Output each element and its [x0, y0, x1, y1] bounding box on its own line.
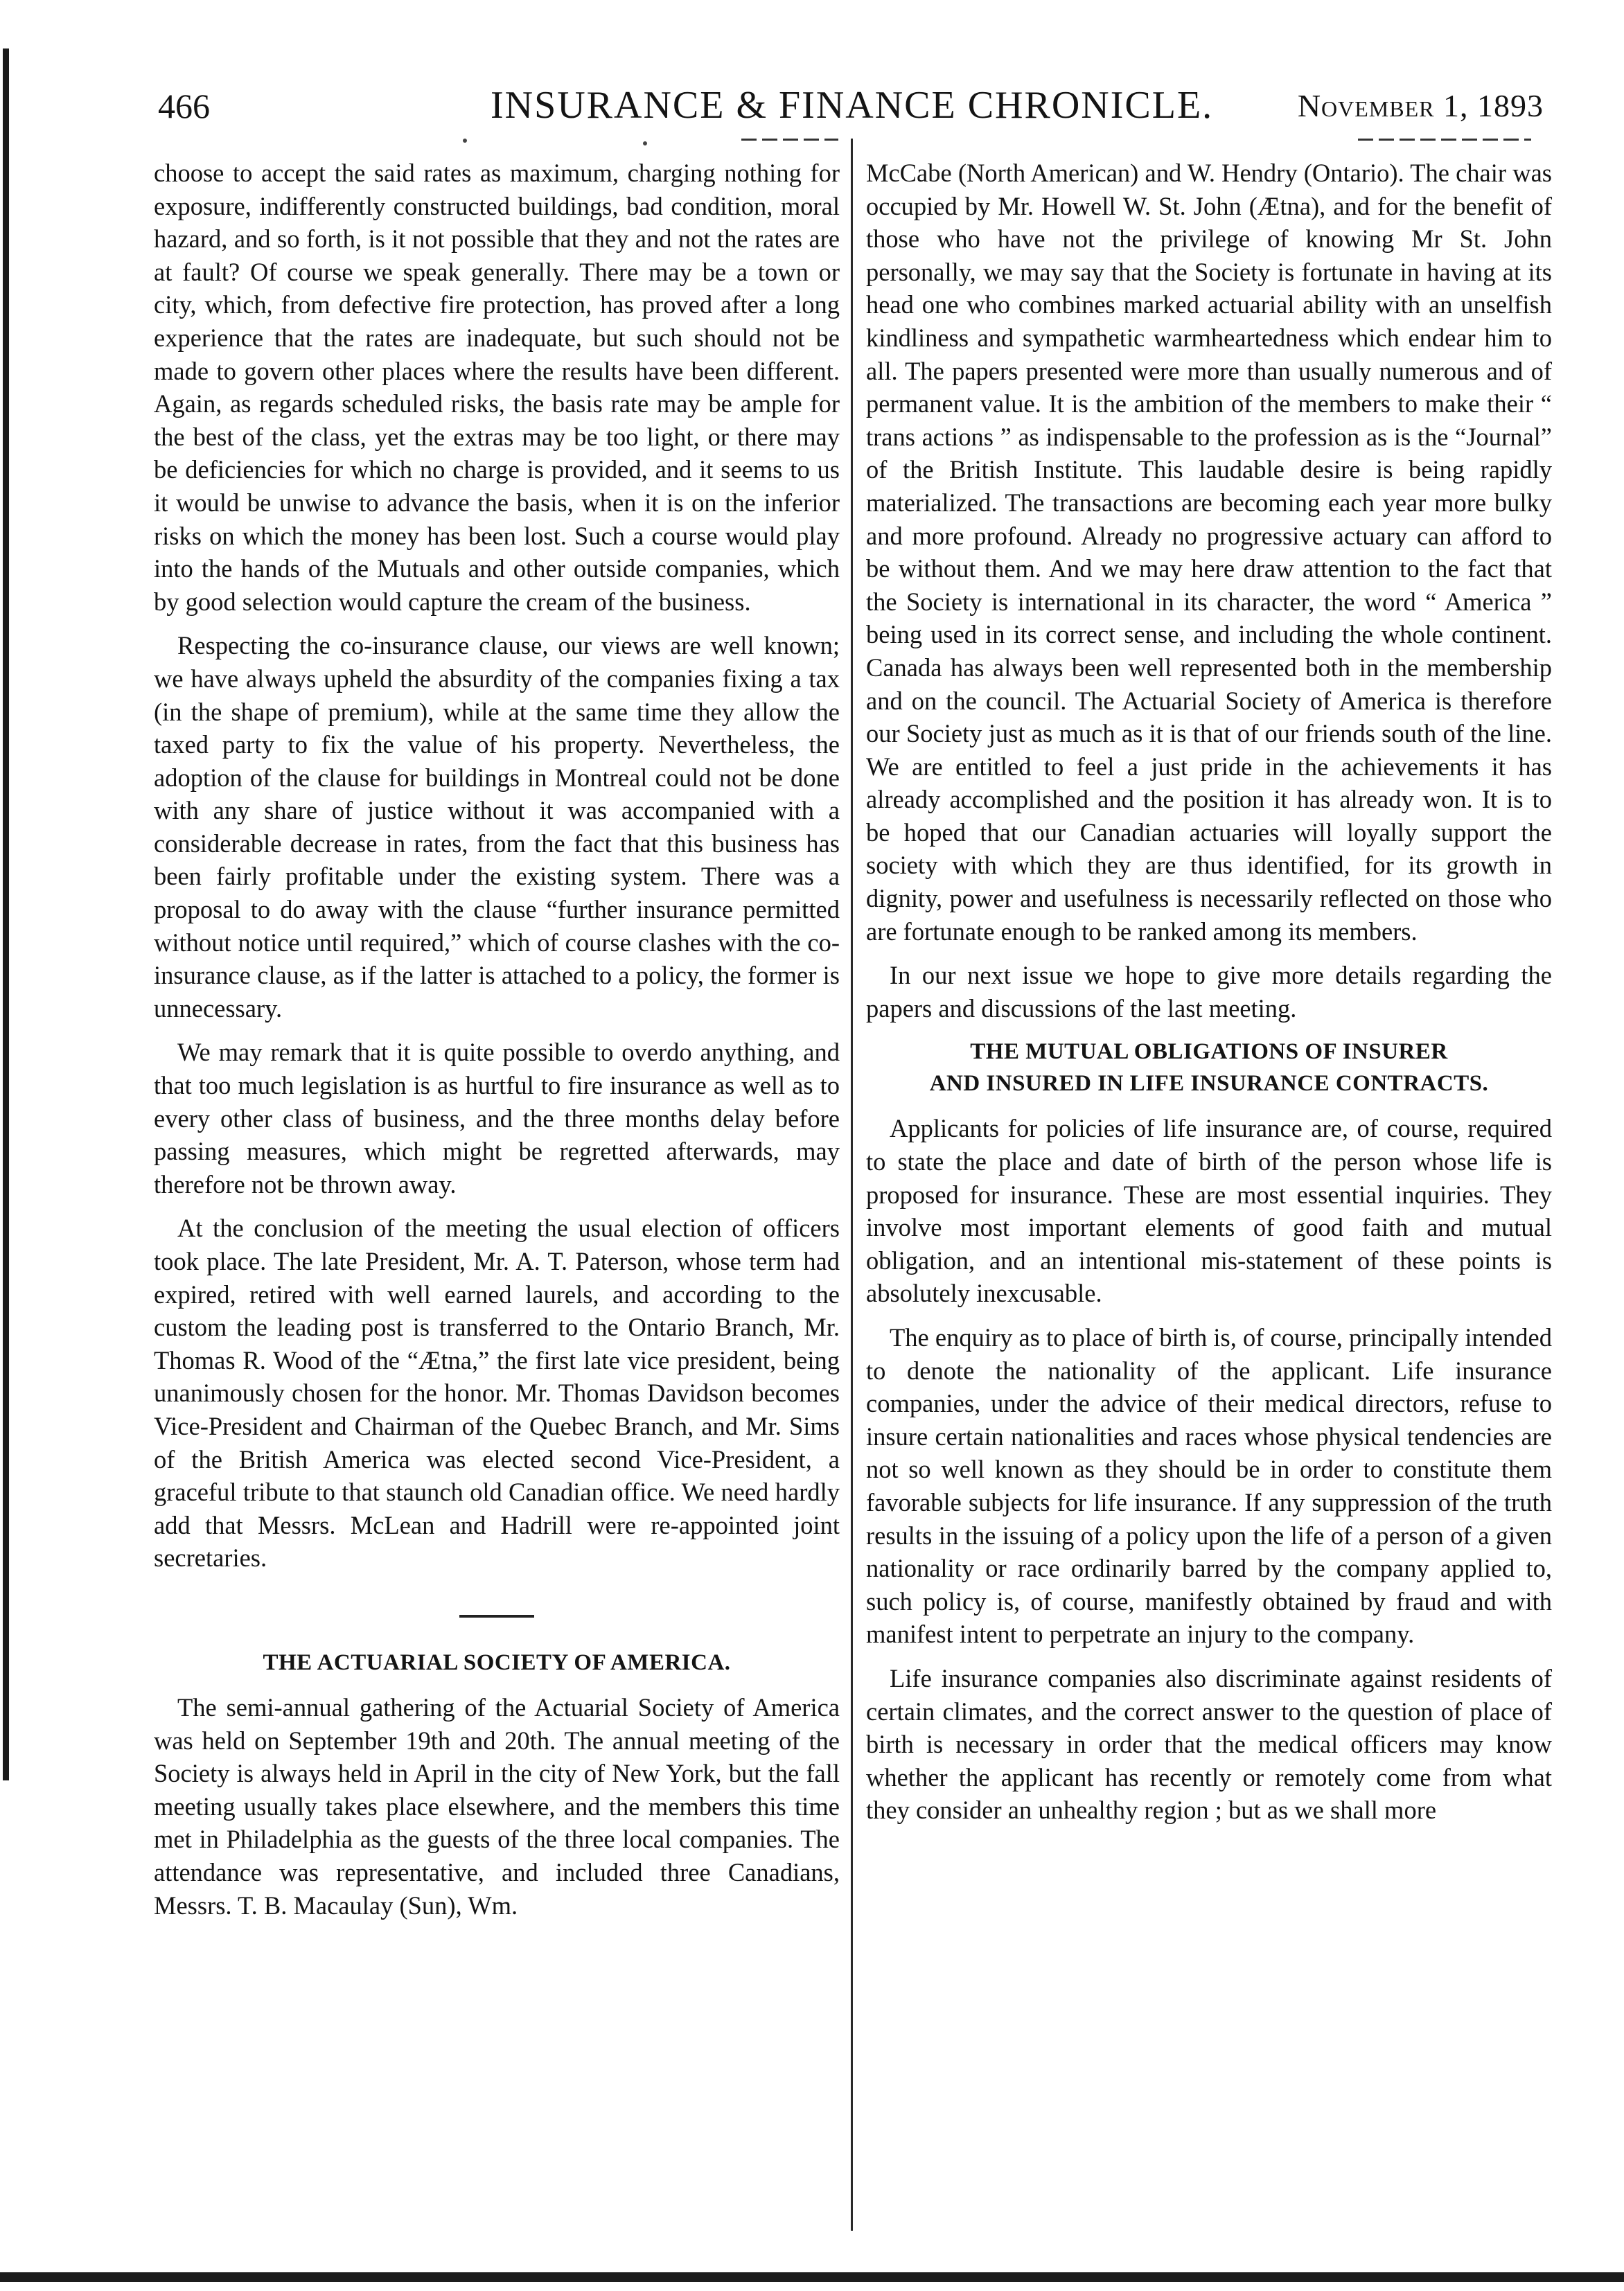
print-speck — [463, 139, 467, 143]
article-paragraph: The semi-annual gathering of the Actuarial Society of America was held on September 19th and 20th. The annual meeting of the Society is always held in April in the city of New York, but the fall meeting usually takes place elsewhere, and the members this time met in Philadelphia as the guests of the three local companies. The attendance was representative, and included three Canadians, Messrs. T. B. Macaulay (Sun), Wm. — [154, 1692, 840, 1920]
column-divider — [851, 139, 853, 2231]
page-header — [158, 78, 1544, 133]
left-column — [154, 157, 840, 1933]
publication-title: INSURANCE & FINANCE CHRONICLE. — [491, 84, 1214, 127]
section-heading-actuarial-society: THE ACTUARIAL SOCIETY OF AMERICA. — [263, 1649, 731, 1675]
print-speck — [643, 141, 647, 145]
article-paragraph: We may remark that it is quite possible to overdo anything, and that too much legislation is as hurtful to fire insurance as well as to every other class of business, and the three months delay before passing measures, which might be regretted afterwards, may therefore not be thrown away. — [154, 1038, 840, 1198]
left-margin-rule — [3, 48, 9, 1780]
bottom-border-rule — [0, 2272, 1624, 2282]
article-paragraph: Respecting the co-insurance clause, our views are well known; we have always upheld the absurdity of the companies fixing a tax (in the shape of premium), while at the same time they allow the taxed party to fix the value of his property. Nevertheless, the adoption of the clause for buildings in Montreal could not be done with any share of justice without it was accompanied with a considerable decrease in rates, from the fact that this business has been fairly profitable under the existing system. There was a proposal to do away with the clause “further insurance permitted without notice until required,” which of course clashes with the co-insurance clause, as if the latter is attached to a policy, the former is unnecessary. — [154, 631, 840, 1023]
header-dash-rule-left — [741, 139, 838, 141]
page-number: 466 — [158, 87, 210, 125]
article-paragraph: At the conclusion of the meeting the usual election of officers took place. The late President, Mr. A. T. Paterson, whose term had expired, retired with well earned laurels, and according to the custom the leading post is transferred to the Ontario Branch, Mr. Thomas R. Wood of the “Ætna,” the first late vice president, being unanimously chosen for the honor. Mr. Thomas Davidson becomes Vice-President and Chairman of the Quebec Branch, and Mr. Sims of the British America was elected second Vice-President, a graceful tribute to that staunch old Canadian office. We need hardly add that Messrs. McLean and Hadrill were re-appointed joint secretaries. — [154, 1214, 840, 1573]
article-paragraph: McCabe (North American) and W. Hendry (Ontario). The chair was occupied by Mr. Howell W. St. John (Ætna), and for the benefit of those who have not the privilege of knowing Mr St. John personally, we may say that the Society is fortunate in having at its head one who combines marked actuarial ability with an unselfish kindliness and sympathetic warmheartedness which endear him to all. The papers presented were more than usually numerous and of permanent value. It is the ambition of the members to make their “ trans actions ” as indispensable to the profession as is the “Journal” of the British Institute. This laudable desire is being rapidly materialized. The transactions are becoming each year more bulky and more profound. Already no progressive actuary can afford to be without them. And we may here draw attention to the fact that the Society is international in its character, the word “ America ” being used in its correct sense, and including the whole continent. Canada has always been well represented both in the membership and on the council. The Actuarial Society of America is therefore our Society just as much as it is that of our friends south of the line. We are entitled to feel a just pride in the achievements it has already accomplished and the position it has already won. It is to be hoped that our Canadian actuaries will loyally support the society with which they are thus identified, for its growth in dignity, power and usefulness is necessarily reflected on those who are fortunate enough to be ranked among its members. — [866, 159, 1552, 946]
article-paragraph: In our next issue we hope to give more details regarding the papers and discussions of the last meeting. — [866, 961, 1552, 1023]
issue-date: November 1, 1893 — [1297, 88, 1544, 123]
article-paragraph: Applicants for policies of life insurance are, of course, required to state the place and date of birth of the person whose life is proposed for insurance. These are most essential inquiries. They involve most important elements of good faith and mutual obligation, and an intentional mis-statement of these points is absolutely inexcusable. — [866, 1114, 1552, 1308]
section-separator — [459, 1615, 534, 1618]
header-dash-rule-right — [1358, 139, 1531, 141]
article-paragraph: The enquiry as to place of birth is, of course, principally intended to denote the nationality of the applicant. Life insurance companies, under the advice of their medical directors, refuse to insure certain nationalities and races whose physical tendencies are not so well known as they should be in order to constitute them favorable subjects for life insurance. If any suppression of the truth results in the issuing of a policy upon the life of a person of a given nationality or race ordinarily barred by the company applied to, such policy is, of course, manifestly obtained by fraud and with manifest intent to perpetrate an injury to the company. — [866, 1323, 1552, 1649]
right-column — [866, 157, 1552, 1838]
heading-line: AND INSURED IN LIFE INSURANCE CONTRACTS. — [929, 1071, 1489, 1097]
heading-line: THE MUTUAL OBLIGATIONS OF INSURER — [970, 1039, 1448, 1065]
article-paragraph: choose to accept the said rates as maximum, charging nothing for exposure, indifferently constructed buildings, bad condition, moral hazard, and so forth, is it not possible that they and not the rates are at fault? Of course we speak generally. There may be a town or city, which, from defective fire protection, has proved after a long experience that the rates are inadequate, but such should not be made to govern other places where the results have been different. Again, as regards scheduled risks, the basis rate may be ample for the best of the class, yet the extras may be too light, or there may be deficiencies for which no charge is provided, and it seems to us it would be unwise to advance the basis, when it is on the inferior risks on which the money has been lost. Such a course would play into the hands of the Mutuals and other outside companies, which by good selection would capture the cream of the business. — [154, 159, 840, 616]
article-paragraph: Life insurance companies also discriminate against residents of certain climates, and the correct answer to the question of place of birth is necessary in order that the medical officers may know whether the applicant has recently or remotely come from what they consider an unhealthy region ; but as we shall more — [866, 1663, 1552, 1825]
section-heading-mutual-obligations — [866, 1036, 1552, 1099]
